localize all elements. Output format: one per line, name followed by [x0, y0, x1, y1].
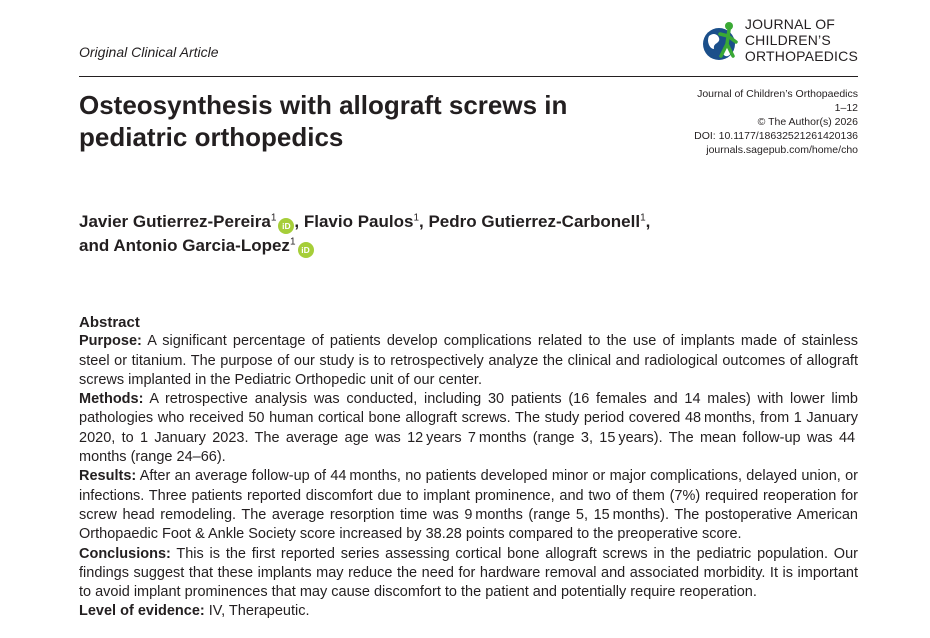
section-label: Purpose: — [79, 333, 142, 350]
copyright: © The Author(s) 2026 — [757, 116, 858, 128]
logo-line: JOURNAL OF — [744, 16, 836, 32]
article-type: Original Clinical Article — [79, 44, 219, 60]
orcid-icon[interactable]: iD — [278, 218, 294, 234]
abstract-section-level-of-evidence — [79, 602, 858, 621]
section-label: Conclusions: — [79, 545, 171, 562]
author-name: and Antonio Garcia-Lopez — [79, 236, 290, 255]
abstract-section-conclusions — [79, 545, 858, 603]
author-separator: , — [645, 212, 651, 231]
affiliation-marker: 1 — [270, 212, 277, 224]
author-name: Pedro Gutierrez-Carbonell — [428, 212, 641, 231]
section-text: IV, Therapeutic. — [208, 603, 310, 620]
section-label: Methods: — [79, 391, 144, 408]
logo-line: ORTHOPAEDICS — [744, 48, 858, 64]
page-range: 1–12 — [834, 102, 858, 114]
abstract-section-results — [79, 467, 858, 544]
journal-url[interactable]: journals.sagepub.com/home/cho — [706, 144, 858, 156]
section-text: After an average follow-up of 44 months, no patients developed minor or major complications, delayed union, or infections. Three patients reported discomfort due to implant prominence, and two of them (7%) required reoperation for screw head remodeling. The average resorption time was 9 months (range 5, 15 months). The postoperative American Orthopaedic Foot & Ankle Society score increased by 38.28 points compared to the preoperative score. — [79, 468, 858, 543]
author-name: Flavio Paulos — [303, 212, 414, 231]
section-text: A significant percentage of patients develop complications related to the use of implants made of stainless steel or titanium. The purpose of our study is to retrospectively analyze the clinical and radiological outcomes of allograft screws implanted in the Pediatric Orthopedic unit of our center. — [79, 333, 858, 388]
affiliation-marker: 1 — [413, 212, 420, 224]
logo-line: CHILDREN’S — [744, 32, 831, 48]
abstract-section-methods — [79, 390, 858, 467]
author-list — [79, 210, 799, 258]
abstract-section-purpose — [79, 332, 858, 390]
journal-metadata — [694, 87, 858, 157]
journal-name: Journal of Children’s Orthopaedics — [697, 88, 858, 100]
affiliation-marker: 1 — [640, 212, 646, 224]
article-title: Osteosynthesis with allograft screws in pediatric orthopedics — [79, 90, 568, 152]
journal-logo — [699, 16, 858, 68]
author-separator: , — [419, 212, 429, 231]
section-text: A retrospective analysis was conducted, including 30 patients (16 females and 14 males) with lower limb pathologies who received 50 human cortical bone allograft screws. The study period covered 48 months, from 1 January 2020, to 1 January 2023. The average age was 12 years 7 months (range 3, 15 years). The mean follow-up was 44 months (range 24–66). — [79, 391, 858, 466]
section-label: Results: — [79, 468, 137, 485]
author-separator: , — [294, 212, 304, 231]
abstract-heading: Abstract — [79, 314, 140, 331]
section-label: Level of evidence: — [79, 603, 205, 620]
abstract — [79, 313, 858, 622]
affiliation-marker: 1 — [289, 236, 296, 248]
globe-child-logo-icon — [699, 18, 743, 68]
header-divider — [79, 76, 858, 77]
orcid-icon[interactable]: iD — [298, 242, 314, 258]
section-text: This is the first reported series assessing cortical bone allograft screws in the pediatric population. Our findings suggest that these implants may reduce the need for hardware removal and associated morbidity. It is important to avoid implant prominences that may cause discomfort to the patient and potentially require reoperation. — [79, 545, 858, 601]
doi: DOI: 10.1177/18632521261420136 — [694, 130, 858, 142]
author-name: Javier Gutierrez-Pereira — [79, 212, 271, 231]
